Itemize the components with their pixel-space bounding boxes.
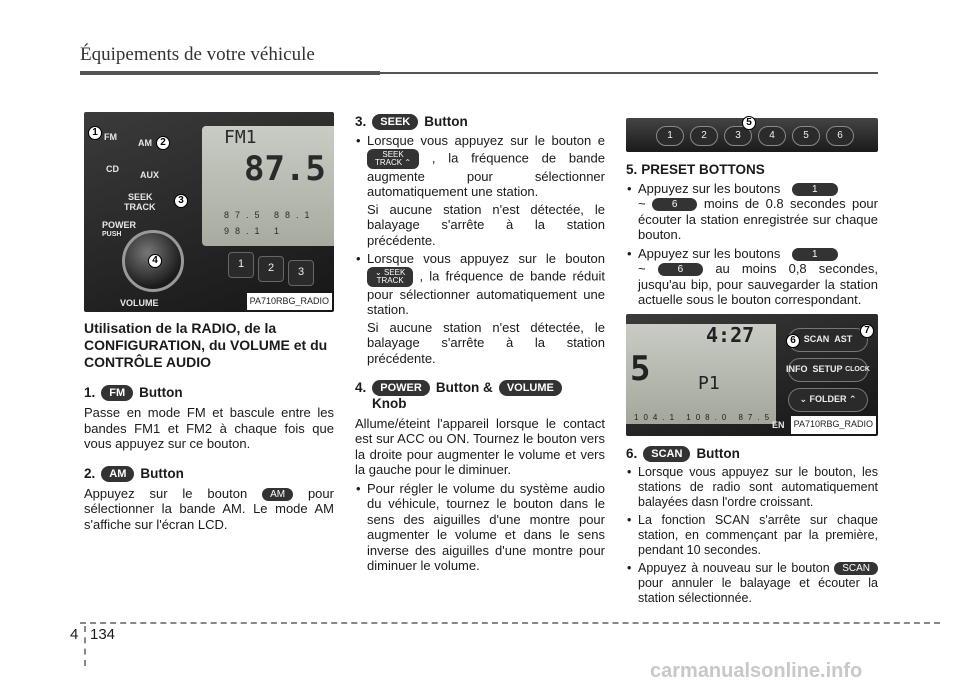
- preset-key: 4: [758, 126, 786, 146]
- preset-1-badge: 1: [792, 183, 838, 196]
- column-3: [626, 112, 878, 606]
- lcd-time: 4:27: [706, 322, 755, 347]
- item-number: 3.: [355, 114, 367, 130]
- callout-2: 2: [156, 136, 170, 150]
- item-number: 6.: [626, 445, 638, 461]
- fm-button-badge: FM: [101, 385, 133, 401]
- item-5-list: [626, 181, 878, 308]
- item-1-heading: [84, 385, 334, 401]
- track-text: TRACK: [376, 275, 404, 285]
- am-label: AM: [138, 138, 152, 148]
- preset-6-badge: 6: [652, 198, 698, 211]
- item-3-list: [355, 133, 605, 366]
- item-word: Button &: [435, 380, 493, 396]
- item-3-subtext-2: Si aucune station n'est détectée, le balayage s'arrête à la station précédente.: [367, 319, 605, 366]
- section-title: Utilisation de la RADIO, de la CONFIGURATION, du VOLUME et du CONTRÔLE AUDIO: [84, 320, 328, 370]
- aux-label: AUX: [140, 170, 160, 180]
- header-rule-thin: [380, 72, 878, 74]
- footer-vertical-rule: [84, 626, 86, 666]
- text-part: , la fréquence de bande réduit pour sélectionner automatiquement une station.: [367, 267, 605, 317]
- item-4-list: [355, 481, 605, 574]
- am-button-badge: AM: [101, 466, 134, 482]
- radio-panel-photo: [84, 112, 334, 312]
- text-part: pour annuler le balayage et écouter la station sélectionnée.: [638, 575, 878, 605]
- callout-4: 4: [148, 254, 162, 268]
- preset-key: 1: [228, 252, 254, 278]
- photo-caption: PA710RBG_RADIO: [247, 293, 332, 311]
- column-2: [355, 112, 605, 574]
- seek-label: SEEK: [128, 192, 153, 202]
- text-part: Appuyez à nouveau sur le bouton: [638, 560, 830, 575]
- footer-rule: [80, 622, 940, 624]
- callout-1: 1: [88, 126, 102, 140]
- list-item: [355, 133, 605, 248]
- item-word: Button: [140, 465, 184, 481]
- seek-up-badge: SEEK TRACK ⌃: [367, 149, 419, 169]
- text-part: Lorsque vous appuyez sur le bouton e: [367, 133, 605, 148]
- volume-button-badge: VOLUME: [499, 380, 562, 396]
- text-part: moins de 0.8 secondes pour écouter la station enregistrée sur chaque bouton.: [638, 196, 878, 242]
- lcd-frequency: 87.5: [244, 149, 326, 189]
- lcd-row: 104.1 108.0 87.5: [634, 412, 775, 422]
- preset-key: 2: [690, 126, 718, 146]
- text-part: , la fréquence de bande augmente pour sélectionner automatiquement une station.: [367, 149, 605, 199]
- seek-down-badge: ⌄ SEEK TRACK: [367, 267, 413, 287]
- item-5-title: PRESET BOTTONS: [641, 162, 765, 177]
- preset-key: 3: [288, 260, 314, 286]
- item-1-text: Passe en mode FM et bascule entre les bandes FM1 et FM2 à chaque fois que vous appuyez sur ce bouton.: [84, 405, 334, 451]
- text-part: pour sélectionner la bande AM. Le mode AM s'affiche sur l'écran LCD.: [84, 485, 334, 532]
- preset-strip-photo: [626, 118, 878, 152]
- preset-key: 5: [792, 126, 820, 146]
- scan-button-badge: SCAN: [643, 446, 690, 462]
- power-label: POWER: [102, 220, 137, 230]
- item-6-list: [626, 465, 878, 606]
- list-item: [626, 561, 878, 606]
- page-number: 134: [90, 626, 116, 643]
- item-6-heading: [626, 446, 878, 462]
- preset-key: 2: [258, 256, 284, 282]
- header-rule: [80, 71, 380, 75]
- callout-3: 3: [174, 194, 188, 208]
- callout-5: 5: [742, 116, 756, 130]
- seek-text: SEEK: [383, 267, 406, 277]
- preset-key: 3: [724, 126, 752, 146]
- lcd-preset: P1: [698, 372, 720, 394]
- am-inline-badge: AM: [262, 488, 293, 501]
- seek-button-badge: SEEK: [372, 114, 418, 130]
- preset-key: 1: [656, 126, 684, 146]
- text-part: Appuyez sur le bouton: [84, 485, 248, 501]
- track-text: TRACK: [375, 157, 403, 167]
- item-number: 2.: [84, 465, 96, 481]
- item-4-text: Allume/éteint l'appareil lorsque le contact est sur ACC ou ON. Tournez le bouton vers la droite pour augmenter le volume et vers la gauche pour le diminuer.: [355, 415, 605, 477]
- callout-6: 6: [786, 334, 800, 348]
- seek-text: SEEK: [382, 149, 404, 159]
- list-item: [355, 251, 605, 366]
- lcd-band: FM1: [224, 127, 257, 148]
- volume-label: VOLUME: [120, 298, 159, 308]
- info-label: INFO: [786, 363, 808, 374]
- en-label: EN: [772, 419, 785, 430]
- scan-inline-badge: SCAN: [834, 562, 878, 575]
- text-part: Lorsque vous appuyez sur le bouton: [367, 251, 605, 266]
- list-item: • Pour régler le volume du système audio du véhicule, tournez le bouton dans le sens des aiguilles d'une montre pour augmenter le volume et dans le sens inverse des aiguilles d'une montre pour diminuer le volume.: [355, 481, 605, 574]
- item-number: 5.: [626, 162, 638, 177]
- photo-caption: PA710RBG_RADIO: [791, 416, 876, 434]
- item-2-text: [84, 486, 334, 533]
- scan-panel-photo: [626, 314, 878, 436]
- track-label: TRACK: [124, 202, 156, 212]
- item-4-heading: [355, 380, 605, 396]
- item-word: Button: [696, 445, 740, 461]
- preset-1-badge: 1: [792, 248, 838, 261]
- callout-7: 7: [860, 324, 874, 338]
- item-3-subtext-1: Si aucune station n'est détectée, le balayage s'arrête à la station précédente.: [367, 201, 605, 248]
- power-button-badge: POWER: [372, 380, 430, 396]
- item-number: 4.: [355, 380, 367, 396]
- text-part: Appuyez sur les boutons: [638, 245, 781, 261]
- item-2-heading: [84, 466, 334, 482]
- watermark: carmanualsonline.info: [650, 660, 863, 682]
- item-word: Button: [424, 114, 468, 130]
- folder-label: FOLDER: [809, 393, 847, 404]
- fm-label: FM: [104, 132, 117, 142]
- item-4-knob-word: Knob: [372, 396, 407, 411]
- push-label: PUSH: [102, 231, 122, 238]
- preset-6-badge: 6: [658, 263, 704, 276]
- text-part: au moins 0,8 secondes, jusqu'au bip, pour sauvegarder la station actuelle sous le bouton correspondant.: [638, 261, 878, 307]
- ast-label: AST: [834, 333, 853, 344]
- cd-label: CD: [106, 164, 119, 174]
- item-3-heading: [355, 114, 605, 130]
- info-setup-button: [788, 358, 868, 382]
- column-1: [84, 112, 334, 532]
- item-number: 1.: [84, 385, 96, 401]
- scan-ast-button: [788, 328, 868, 352]
- item-word: Button: [139, 385, 183, 401]
- setup-label: SETUP: [812, 363, 843, 374]
- list-item: • La fonction SCAN s'arrête sur chaque station, en commençant par la première, pendant 10 secondes.: [626, 513, 878, 558]
- clock-label: CLOCK: [845, 365, 870, 373]
- preset-key: 6: [826, 126, 854, 146]
- list-item: [626, 181, 878, 243]
- list-item: [626, 246, 878, 308]
- tilde: ~: [638, 261, 646, 276]
- list-item: • Lorsque vous appuyez sur le bouton, les stations de radio sont automatiquement balayées dasn l'ordre croissant.: [626, 465, 878, 510]
- chapter-number: 4: [70, 626, 79, 643]
- item-5-heading: [626, 162, 878, 178]
- text-part: Appuyez sur les boutons: [638, 180, 781, 196]
- folder-button: ⌄ FOLDER ⌃: [788, 388, 868, 412]
- page-header-title: Équipements de votre véhicule: [80, 44, 315, 65]
- lcd-big-digit: 5: [630, 348, 651, 389]
- tilde: ~: [638, 196, 646, 211]
- scan-label: SCAN: [803, 333, 830, 344]
- lcd-preset-row: 87.5 88.1 98.1 1: [224, 210, 316, 236]
